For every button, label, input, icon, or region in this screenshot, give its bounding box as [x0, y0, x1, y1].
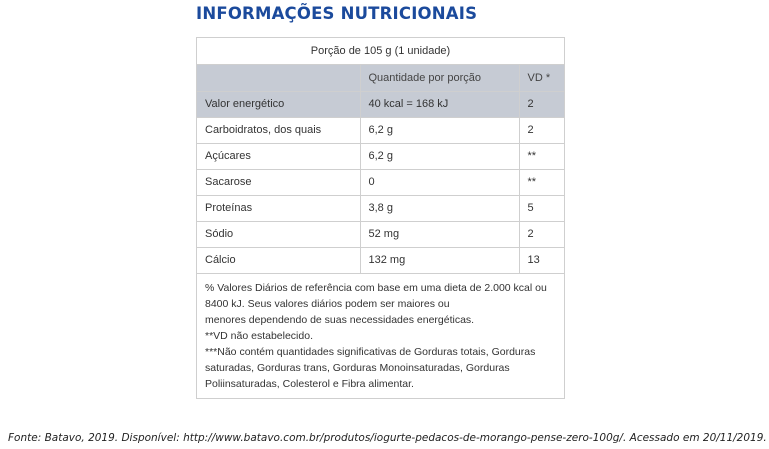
table-row	[197, 169, 564, 195]
footnote-line: saturadas, Gorduras trans, Gorduras Monoinsaturadas, Gorduras	[205, 361, 510, 374]
nutrient-daily-value: **	[519, 169, 564, 195]
table-row	[197, 91, 564, 117]
footnote-line: Poliinsaturadas, Colesterol e Fibra alimentar.	[205, 377, 414, 390]
nutrient-quantity: 0	[360, 169, 519, 195]
nutrient-quantity: 3,8 g	[360, 195, 519, 221]
nutrient-daily-value: 2	[519, 221, 564, 247]
footnote-line: ***Não contém quantidades significativas de Gorduras totais, Gorduras	[205, 345, 536, 358]
nutrient-name: Carboidratos, dos quais	[197, 117, 360, 143]
nutrient-quantity: 40 kcal = 168 kJ	[360, 91, 519, 117]
table-row	[197, 195, 564, 221]
header-daily-value: VD *	[519, 65, 564, 91]
header-quantity: Quantidade por porção	[360, 65, 519, 91]
nutrient-name: Valor energético	[197, 91, 360, 117]
footnote-line: 8400 kJ. Seus valores diários podem ser maiores ou	[205, 297, 450, 310]
nutrient-name: Sacarose	[197, 169, 360, 195]
table-row	[197, 221, 564, 247]
source-citation: Fonte: Batavo, 2019. Disponível: http://www.batavo.com.br/produtos/iogurte-pedacos-de-morango-pense-zero-100g/. Acessado em 20/11/2019.	[8, 432, 767, 444]
page-title: INFORMAÇÕES NUTRICIONAIS	[196, 4, 478, 23]
nutrient-name: Açúcares	[197, 143, 360, 169]
header-nutrient	[197, 65, 360, 91]
nutrient-daily-value: 5	[519, 195, 564, 221]
nutrient-quantity: 6,2 g	[360, 117, 519, 143]
nutrient-daily-value: 2	[519, 91, 564, 117]
footnote-line: **VD não estabelecido.	[205, 329, 313, 342]
nutrient-daily-value: **	[519, 143, 564, 169]
nutrient-name: Sódio	[197, 221, 360, 247]
table-row	[197, 117, 564, 143]
table-row	[197, 247, 564, 273]
footnote-line: menores dependendo de suas necessidades energéticas.	[205, 313, 475, 326]
footnotes	[197, 274, 564, 398]
nutrient-daily-value: 2	[519, 117, 564, 143]
nutrition-facts-panel	[196, 37, 565, 399]
footnote-line: % Valores Diários de referência com base em uma dieta de 2.000 kcal ou	[205, 281, 547, 294]
nutrition-table	[197, 65, 564, 274]
nutrient-quantity: 52 mg	[360, 221, 519, 247]
portion-label: Porção de 105 g (1 unidade)	[197, 38, 564, 65]
nutrient-name: Cálcio	[197, 247, 360, 273]
table-header-row	[197, 65, 564, 91]
nutrient-quantity: 6,2 g	[360, 143, 519, 169]
table-row	[197, 143, 564, 169]
nutrient-name: Proteínas	[197, 195, 360, 221]
nutrient-quantity: 132 mg	[360, 247, 519, 273]
nutrient-daily-value: 13	[519, 247, 564, 273]
